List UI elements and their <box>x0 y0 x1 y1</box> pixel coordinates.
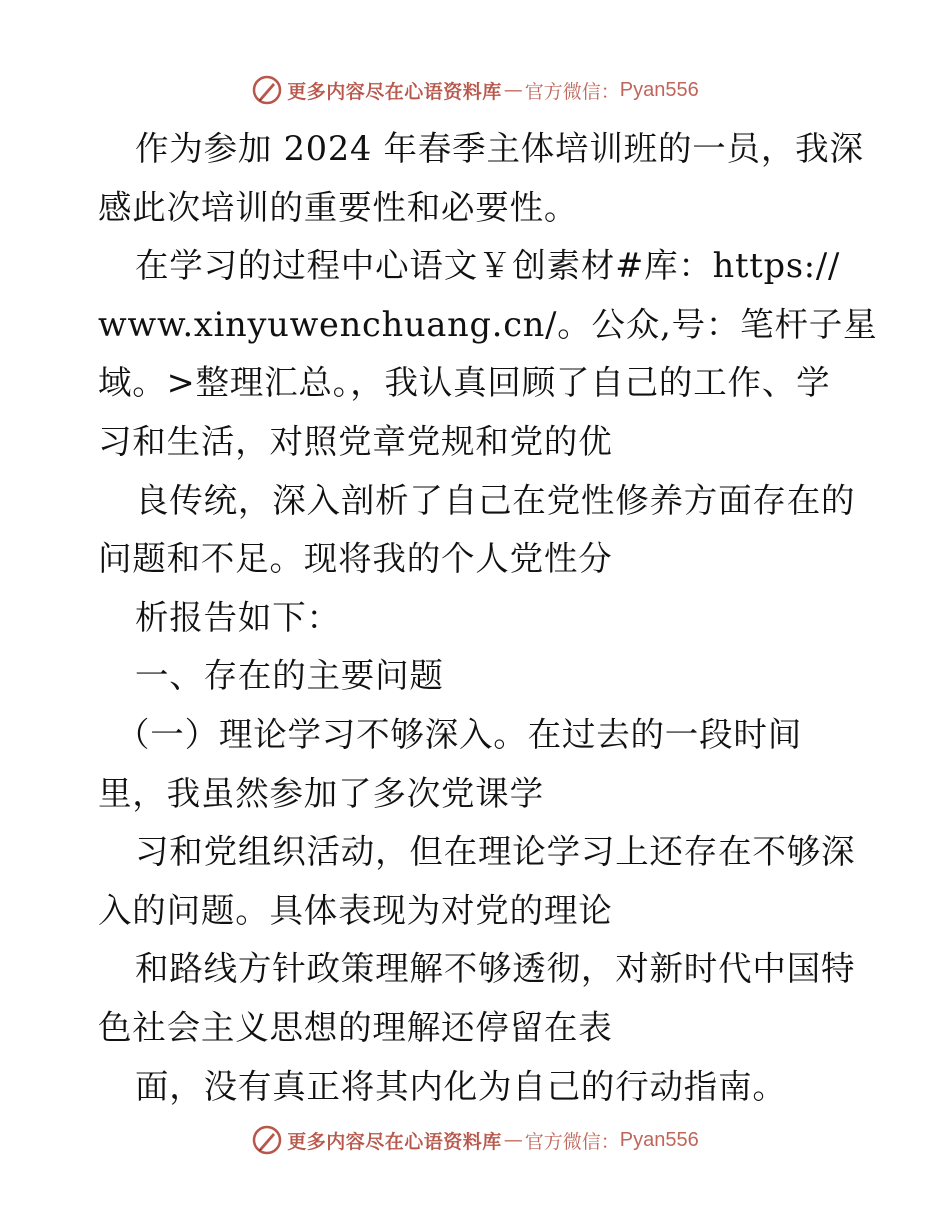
document-body <box>98 120 878 1116</box>
paragraph-line: 面，没有真正将其内化为自己的行动指南。 <box>135 1066 787 1106</box>
paragraph-line: 问题和不足。现将我的个人党性分 <box>98 539 613 579</box>
watermark-wechat-id: Pyan556 <box>619 1128 699 1151</box>
paragraph-line: 和路线方针政策理解不够透彻，对新时代中国特 <box>135 949 856 989</box>
watermark-dash: — <box>503 79 523 101</box>
paragraph-line: 里，我虽然参加了多次党课学 <box>98 773 544 813</box>
watermark-brand-text: 更多内容尽在心语资料库 <box>287 1130 502 1153</box>
subsection-heading-line: （一）理论学习不够深入。在过去的一段时间 <box>116 714 802 754</box>
watermark-wechat-label: 官方微信： <box>524 80 620 103</box>
paragraph-line: 作为参加 2024 年春季主体培训班的一员，我深 <box>135 129 864 168</box>
paragraph-line: 在学习的过程中心语文￥创素材#库：https:// <box>135 246 841 286</box>
quill-pen-seal-icon <box>251 74 283 106</box>
paragraph-line: 析报告如下： <box>135 597 341 637</box>
watermark-wechat-id: Pyan556 <box>619 78 699 101</box>
section-heading: 一、存在的主要问题 <box>135 656 444 696</box>
paragraph-line: 域。>整理汇总。，我认真回顾了自己的工作、学 <box>98 363 831 403</box>
paragraph-line: 入的问题。具体表现为对党的理论 <box>98 890 613 930</box>
quill-pen-seal-icon <box>251 1124 283 1156</box>
watermark-dash: — <box>503 1129 523 1151</box>
paragraph-line: 感此次培训的重要性和必要性。 <box>98 187 579 227</box>
paragraph-line: 习和生活，对照党章党规和党的优 <box>98 421 613 461</box>
paragraph-line: www.xinyuwenchuang.cn/。公众,号：笔杆子星 <box>98 304 878 344</box>
header-watermark <box>0 70 950 110</box>
watermark-brand-text: 更多内容尽在心语资料库 <box>287 80 502 103</box>
paragraph-line: 色社会主义思想的理解还停留在表 <box>98 1007 613 1047</box>
watermark-wechat-label: 官方微信： <box>524 1130 620 1153</box>
footer-watermark <box>0 1120 950 1160</box>
paragraph-line: 良传统，深入剖析了自己在党性修养方面存在的 <box>135 480 856 520</box>
paragraph-line: 习和党组织活动，但在理论学习上还存在不够深 <box>135 832 856 872</box>
